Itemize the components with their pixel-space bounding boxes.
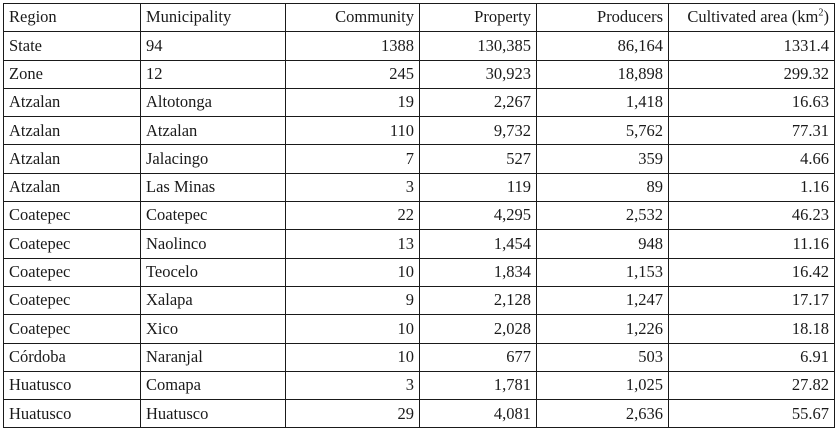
- cell-community: 7: [286, 145, 420, 173]
- cell-property: 1,781: [420, 371, 537, 399]
- cell-cultivated-area: 16.63: [669, 88, 835, 116]
- cell-region: Atzalan: [4, 88, 141, 116]
- header-property: Property: [420, 4, 537, 32]
- header-producers: Producers: [537, 4, 669, 32]
- cell-producers: 18,898: [537, 60, 669, 88]
- table-row: [4, 230, 835, 258]
- header-cultivated-area-close: ): [823, 7, 829, 27]
- cell-cultivated-area: 17.17: [669, 286, 835, 314]
- header-cultivated-area-superscript: 2: [818, 7, 824, 19]
- cell-region: Atzalan: [4, 173, 141, 201]
- cell-community: 3: [286, 371, 420, 399]
- cell-region: Coatepec: [4, 286, 141, 314]
- cell-region: Coatepec: [4, 202, 141, 230]
- cell-property: 4,081: [420, 400, 537, 428]
- header-municipality: Municipality: [141, 4, 286, 32]
- cell-producers: 503: [537, 343, 669, 371]
- cell-producers: 5,762: [537, 117, 669, 145]
- cell-property: 119: [420, 173, 537, 201]
- cell-region: Córdoba: [4, 343, 141, 371]
- cell-producers: 2,636: [537, 400, 669, 428]
- cell-region: Coatepec: [4, 258, 141, 286]
- cell-community: 1388: [286, 32, 420, 60]
- cell-producers: 2,532: [537, 202, 669, 230]
- cell-municipality: 94: [141, 32, 286, 60]
- cell-producers: 1,025: [537, 371, 669, 399]
- table-row: [4, 258, 835, 286]
- cell-community: 110: [286, 117, 420, 145]
- cell-property: 9,732: [420, 117, 537, 145]
- cell-municipality: Naranjal: [141, 343, 286, 371]
- cell-cultivated-area: 46.23: [669, 202, 835, 230]
- table-row: [4, 371, 835, 399]
- cell-cultivated-area: 299.32: [669, 60, 835, 88]
- cell-cultivated-area: 1331.4: [669, 32, 835, 60]
- table-row: [4, 400, 835, 428]
- cell-cultivated-area: 77.31: [669, 117, 835, 145]
- cell-community: 19: [286, 88, 420, 116]
- cell-producers: 1,226: [537, 315, 669, 343]
- header-cultivated-area: [669, 4, 835, 32]
- cell-property: 1,454: [420, 230, 537, 258]
- cell-producers: 359: [537, 145, 669, 173]
- table-row: [4, 315, 835, 343]
- cell-community: 245: [286, 60, 420, 88]
- header-row: [4, 4, 835, 32]
- cell-region: Coatepec: [4, 230, 141, 258]
- table-row: [4, 117, 835, 145]
- cell-producers: 89: [537, 173, 669, 201]
- header-community: Community: [286, 4, 420, 32]
- cell-municipality: Teocelo: [141, 258, 286, 286]
- cell-region: State: [4, 32, 141, 60]
- cell-municipality: Xalapa: [141, 286, 286, 314]
- cell-producers: 1,247: [537, 286, 669, 314]
- table-row: [4, 286, 835, 314]
- cell-cultivated-area: 27.82: [669, 371, 835, 399]
- cell-property: 2,028: [420, 315, 537, 343]
- cell-municipality: 12: [141, 60, 286, 88]
- cell-property: 527: [420, 145, 537, 173]
- cell-community: 10: [286, 343, 420, 371]
- header-cultivated-area-text: Cultivated area (km: [687, 7, 819, 27]
- cell-community: 10: [286, 315, 420, 343]
- cell-producers: 86,164: [537, 32, 669, 60]
- cell-municipality: Jalacingo: [141, 145, 286, 173]
- cell-region: Huatusco: [4, 400, 141, 428]
- cell-municipality: Huatusco: [141, 400, 286, 428]
- cell-property: 130,385: [420, 32, 537, 60]
- cell-cultivated-area: 18.18: [669, 315, 835, 343]
- header-region: Region: [4, 4, 141, 32]
- cell-region: Coatepec: [4, 315, 141, 343]
- table-row: [4, 202, 835, 230]
- cell-community: 13: [286, 230, 420, 258]
- cell-producers: 948: [537, 230, 669, 258]
- cell-cultivated-area: 16.42: [669, 258, 835, 286]
- table-row: [4, 32, 835, 60]
- cell-region: Atzalan: [4, 145, 141, 173]
- table-header: [4, 4, 835, 32]
- cell-municipality: Altotonga: [141, 88, 286, 116]
- cell-cultivated-area: 6.91: [669, 343, 835, 371]
- cell-producers: 1,418: [537, 88, 669, 116]
- cell-community: 29: [286, 400, 420, 428]
- cell-municipality: Las Minas: [141, 173, 286, 201]
- table-row: [4, 88, 835, 116]
- table-row: [4, 145, 835, 173]
- table-body: [4, 32, 835, 428]
- cell-property: 30,923: [420, 60, 537, 88]
- cell-region: Huatusco: [4, 371, 141, 399]
- cell-municipality: Comapa: [141, 371, 286, 399]
- cell-municipality: Naolinco: [141, 230, 286, 258]
- cell-property: 1,834: [420, 258, 537, 286]
- table-row: [4, 173, 835, 201]
- cell-property: 677: [420, 343, 537, 371]
- cell-property: 2,128: [420, 286, 537, 314]
- data-table: [3, 3, 835, 428]
- cell-region: Atzalan: [4, 117, 141, 145]
- table-row: [4, 343, 835, 371]
- cell-community: 9: [286, 286, 420, 314]
- cell-cultivated-area: 55.67: [669, 400, 835, 428]
- cell-municipality: Coatepec: [141, 202, 286, 230]
- cell-cultivated-area: 1.16: [669, 173, 835, 201]
- cell-region: Zone: [4, 60, 141, 88]
- cell-producers: 1,153: [537, 258, 669, 286]
- cell-cultivated-area: 11.16: [669, 230, 835, 258]
- cell-cultivated-area: 4.66: [669, 145, 835, 173]
- cell-community: 10: [286, 258, 420, 286]
- cell-community: 22: [286, 202, 420, 230]
- cell-community: 3: [286, 173, 420, 201]
- cell-municipality: Atzalan: [141, 117, 286, 145]
- cell-property: 2,267: [420, 88, 537, 116]
- table-row: [4, 60, 835, 88]
- cell-property: 4,295: [420, 202, 537, 230]
- cell-municipality: Xico: [141, 315, 286, 343]
